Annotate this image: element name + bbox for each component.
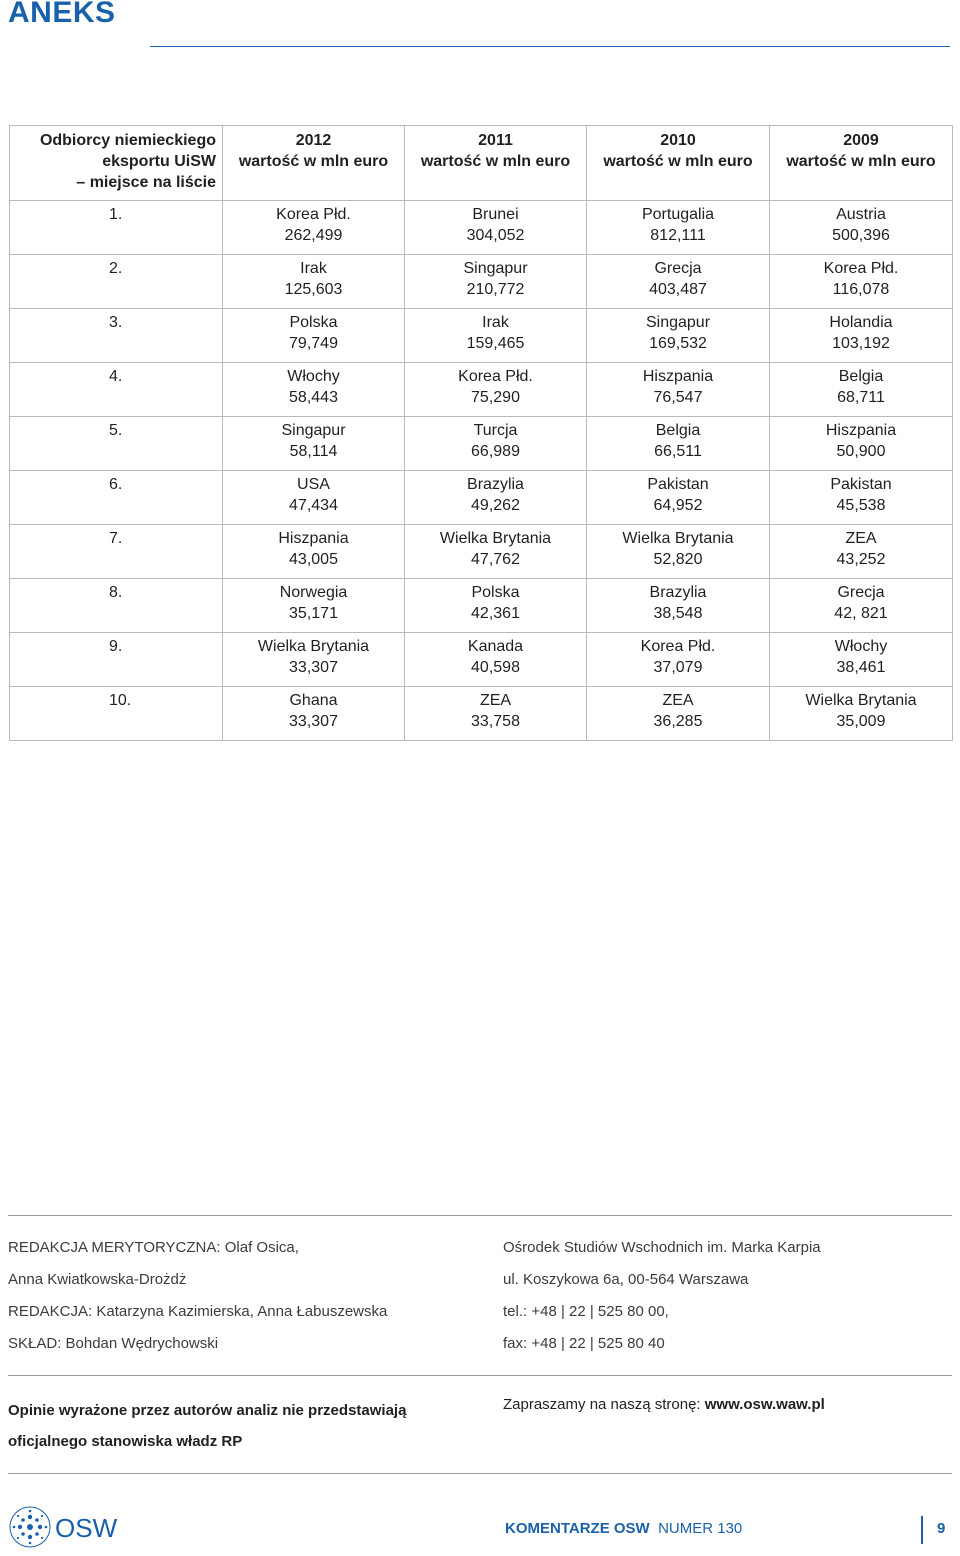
footer-divider [8,1375,952,1376]
rank-cell [10,525,223,579]
export-value: 66,511 [654,443,702,460]
country-value-cell [405,417,587,471]
country-name: Włochy [834,638,888,655]
country-value-cell [587,525,770,579]
export-value: 79,749 [289,335,338,352]
country-value-cell [405,633,587,687]
country-value-cell [587,417,770,471]
invite-text: Zapraszamy na naszą stronę: [503,1396,705,1413]
country-value-cell [770,255,953,309]
country-name: Singapur [281,422,346,439]
rank-cell [10,579,223,633]
export-value: 500,396 [832,227,890,244]
rank-number: 5. [109,422,123,439]
export-value: 33,758 [471,713,520,730]
country-name: Hiszpania [278,530,349,547]
country-value-cell [405,687,587,741]
heading-rule [150,46,950,47]
export-value: 38,548 [653,605,703,622]
rank-cell [10,201,223,255]
country-value-cell [770,579,953,633]
export-value: 125,603 [284,281,343,298]
globe-icon [10,1507,50,1547]
country-name: Pakistan [830,476,892,493]
country-name: USA [297,476,330,493]
export-value: 42, 821 [834,605,888,622]
table-row [10,417,953,471]
country-value-cell [770,201,953,255]
country-value-cell [223,525,405,579]
country-name: Wielka Brytania [439,530,552,547]
country-name: Wielka Brytania [622,530,734,547]
footer-series: KOMENTARZE OSW NUMER 130 [505,1520,743,1537]
country-name: ZEA [662,692,694,709]
country-value-cell [770,633,953,687]
country-name: Pakistan [647,476,709,493]
credits-address [503,1238,821,1366]
credits-left [8,1238,387,1366]
header-year-2012: 2012 wartość w mln euro [223,126,405,201]
rank-cell [10,471,223,525]
export-value: 33,307 [289,659,338,676]
table-row [10,525,953,579]
country-value-cell [405,309,587,363]
page-number: 9 [937,1520,946,1537]
country-value-cell [223,255,405,309]
credit-line: SKŁAD: Bohdan Wędrychowski [8,1335,219,1352]
rank-number: 8. [109,584,123,601]
export-value: 66,989 [471,443,520,460]
export-value: 58,443 [289,389,338,406]
header-recipients: Odbiorcy niemieckiego eksportu UiSW – miejsce na liście [10,126,223,201]
footer-divider [8,1215,952,1216]
rank-cell [10,687,223,741]
page-heading: ANEKS [8,0,116,29]
country-name: Korea Płd. [823,260,899,277]
country-name: Holandia [829,314,893,331]
export-ranking-table [9,125,953,741]
export-value: 38,461 [836,659,886,676]
country-name: Brazylia [649,584,707,601]
export-value: 159,465 [466,335,525,352]
export-value: 169,532 [649,335,707,352]
table-header-row [10,126,953,201]
country-value-cell [587,309,770,363]
rank-cell [10,363,223,417]
export-value: 35,171 [289,605,338,622]
website-invite [503,1395,825,1415]
country-name: Portugalia [641,206,715,223]
country-value-cell [223,579,405,633]
country-value-cell [223,309,405,363]
credit-line: REDAKCJA: Katarzyna Kazimierska, Anna Łabuszewska [8,1303,388,1320]
country-name: Belgia [838,368,884,385]
country-name: Irak [300,260,327,277]
country-name: ZEA [479,692,512,709]
rank-cell [10,255,223,309]
country-name: Austria [836,206,886,223]
export-value: 262,499 [284,227,343,244]
table-row [10,633,953,687]
export-value: 43,252 [836,551,886,568]
country-value-cell [587,633,770,687]
export-value: 403,487 [649,281,707,298]
credit-line: Anna Kwiatkowska-Drożdż [8,1271,187,1288]
export-value: 50,900 [836,443,886,460]
country-name: Grecja [837,584,885,601]
rank-number: 7. [109,530,123,547]
country-name: Singapur [645,314,711,331]
country-name: Irak [482,314,509,331]
address-line: fax: +48 | 22 | 525 80 40 [503,1335,665,1352]
table-row [10,255,953,309]
country-name: ZEA [845,530,877,547]
footer-divider [8,1473,952,1474]
country-value-cell [587,687,770,741]
header-year-2009: 2009 wartość w mln euro [770,126,953,201]
address-line: ul. Koszykowa 6a, 00-564 Warszawa [503,1271,749,1288]
export-value: 43,005 [289,551,338,568]
country-name: Korea Płd. [458,368,533,385]
country-name: Turcja [473,422,518,439]
country-value-cell [587,579,770,633]
export-value: 45,538 [836,497,886,514]
country-value-cell [770,309,953,363]
country-name: Hiszpania [642,368,714,385]
country-name: Korea Płd. [640,638,716,655]
header-year-2011: 2011 wartość w mln euro [405,126,587,201]
export-value: 116,078 [832,281,890,298]
export-value: 49,262 [471,497,520,514]
table-row [10,579,953,633]
table-row [10,309,953,363]
country-name: Korea Płd. [276,206,351,223]
country-value-cell [770,525,953,579]
country-name: Singapur [463,260,528,277]
export-value: 812,111 [650,227,706,244]
country-name: Wielka Brytania [257,638,370,655]
export-value: 210,772 [466,281,525,298]
country-value-cell [770,417,953,471]
export-value: 42,361 [471,605,520,622]
country-value-cell [223,417,405,471]
country-name: Brazylia [467,476,524,493]
country-value-cell [587,471,770,525]
country-value-cell [405,363,587,417]
address-line: Ośrodek Studiów Wschodnich im. Marka Karpia [503,1239,821,1256]
export-value: 33,307 [289,713,338,730]
country-name: Ghana [289,692,338,709]
export-value: 58,114 [289,443,338,460]
country-name: Brunei [472,206,519,223]
table-row [10,201,953,255]
table-row [10,363,953,417]
export-value: 304,052 [466,227,525,244]
country-value-cell [405,255,587,309]
country-value-cell [405,201,587,255]
export-value: 52,820 [653,551,703,568]
export-value: 68,711 [837,389,885,406]
country-name: Hiszpania [825,422,897,439]
rank-number: 4. [109,368,123,385]
logo-wordmark: OSW [55,1513,118,1543]
country-name: Belgia [655,422,701,439]
country-value-cell [770,687,953,741]
rank-number: 2. [109,260,123,277]
rank-number: 10. [109,692,132,709]
rank-cell [10,633,223,687]
export-value: 37,079 [653,659,703,676]
country-name: Włochy [287,368,340,385]
export-value: 36,285 [653,713,703,730]
export-value: 76,547 [653,389,703,406]
country-value-cell [770,471,953,525]
page-separator [921,1516,923,1544]
country-value-cell [587,201,770,255]
export-value: 103,192 [832,335,890,352]
country-name: Norwegia [279,584,348,601]
export-value: 35,009 [836,713,886,730]
osw-logo [8,1504,118,1550]
rank-number: 9. [109,638,123,655]
rank-cell [10,309,223,363]
rank-cell [10,417,223,471]
export-value: 47,434 [289,497,338,514]
rank-number: 6. [109,476,123,493]
disclaimer: Opinie wyrażone przez autorów analiz nie przedstawiają oficjalnego stanowiska władz RP [8,1402,407,1450]
country-value-cell [587,363,770,417]
country-value-cell [405,579,587,633]
country-value-cell [770,363,953,417]
export-value: 64,952 [653,497,703,514]
address-line: tel.: +48 | 22 | 525 80 00, [503,1303,669,1320]
country-value-cell [223,633,405,687]
country-name: Kanada [467,638,524,655]
country-value-cell [223,687,405,741]
rank-number: 1. [109,206,123,223]
export-value: 40,598 [471,659,520,676]
export-value: 75,290 [471,389,520,406]
country-value-cell [587,255,770,309]
header-year-2010: 2010 wartość w mln euro [587,126,770,201]
country-value-cell [405,525,587,579]
country-value-cell [223,201,405,255]
country-name: Polska [289,314,338,331]
credit-line: REDAKCJA MERYTORYCZNA: Olaf Osica, [8,1239,299,1256]
country-name: Wielka Brytania [805,692,917,709]
website-link[interactable]: www.osw.waw.pl [704,1396,825,1413]
country-name: Polska [471,584,520,601]
country-value-cell [223,471,405,525]
country-value-cell [223,363,405,417]
rank-number: 3. [109,314,123,331]
country-value-cell [405,471,587,525]
table-row [10,471,953,525]
export-value: 47,762 [471,551,520,568]
table-row [10,687,953,741]
country-name: Grecja [654,260,702,277]
